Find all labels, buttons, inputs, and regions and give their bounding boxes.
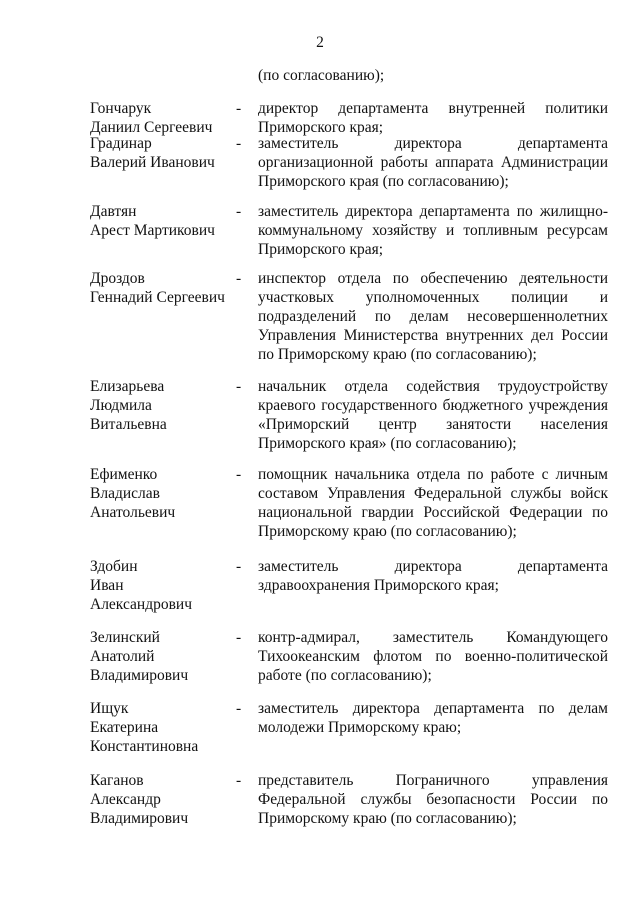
separator-dash: - bbox=[236, 558, 242, 575]
member-name-line: Константиновна bbox=[90, 738, 199, 755]
member-name-line: Здобин bbox=[90, 558, 138, 575]
separator-dash: - bbox=[236, 203, 242, 220]
separator-dash: - bbox=[236, 270, 242, 287]
member-name-line: Арест Мартикович bbox=[90, 222, 215, 239]
member-name bbox=[90, 771, 240, 828]
member-role: начальник отдела содействия трудоустройству краевого государственного бюджетного учреждения «Приморский центр занятости населения Приморского края» (по согласованию); bbox=[258, 378, 608, 452]
member-name-line: Витальевна bbox=[90, 416, 167, 433]
separator-dash: - bbox=[236, 378, 242, 395]
member-name-line: Дроздов bbox=[90, 270, 145, 287]
separator-dash: - bbox=[236, 700, 242, 717]
separator-dash: - bbox=[236, 100, 242, 117]
member-name bbox=[90, 134, 240, 172]
member-name-line: Анатолий bbox=[90, 648, 155, 665]
member-name-line: Геннадий Сергеевич bbox=[90, 289, 225, 306]
member-name-line: Елизарьева bbox=[90, 378, 165, 395]
member-name-line: Иван bbox=[90, 577, 124, 594]
member-name-line: Александр bbox=[90, 791, 161, 808]
member-role: директор департамента внутренней политики Приморского края; bbox=[258, 100, 608, 136]
member-name-line: Зелинский bbox=[90, 629, 160, 646]
page-number: 2 bbox=[316, 34, 324, 51]
member-name-line: Давтян bbox=[90, 203, 137, 220]
member-name-line: Градинар bbox=[90, 135, 152, 152]
member-name-line: Каганов bbox=[90, 772, 144, 789]
member-name bbox=[90, 557, 240, 614]
member-name bbox=[90, 269, 240, 307]
separator-dash: - bbox=[236, 135, 242, 152]
member-name-line: Александрович bbox=[90, 596, 192, 613]
member-name-line: Владислав bbox=[90, 485, 160, 502]
member-name-line: Владимирович bbox=[90, 667, 189, 684]
member-name bbox=[90, 377, 240, 434]
member-role: заместитель директора департамента по делам молодежи Приморскому краю; bbox=[258, 700, 608, 736]
member-role: заместитель директора департамента организационной работы аппарата Администрации Приморского края (по согласованию); bbox=[258, 135, 608, 190]
member-name bbox=[90, 699, 240, 756]
member-name-line: Ищук bbox=[90, 700, 129, 717]
member-name bbox=[90, 202, 240, 240]
member-role: заместитель директора департамента здравоохранения Приморского края; bbox=[258, 558, 608, 594]
member-role: заместитель директора департамента по жилищно-коммунальному хозяйству и топливным ресурсам Приморского края; bbox=[258, 203, 608, 258]
member-name bbox=[90, 99, 240, 137]
member-name-line: Анатольевич bbox=[90, 504, 176, 521]
separator-dash: - bbox=[236, 466, 242, 483]
carry-over-text: (по согласованию); bbox=[258, 67, 385, 84]
separator-dash: - bbox=[236, 629, 242, 646]
member-name-line: Владимирович bbox=[90, 810, 189, 827]
member-role: инспектор отдела по обеспечению деятельности участковых уполномоченных полиции и подразделений по делам несовершеннолетних Управления Министерства внутренних дел России по Приморскому краю (по согласованию); bbox=[258, 270, 608, 363]
member-name bbox=[90, 465, 240, 522]
member-role: контр-адмирал, заместитель Командующего Тихоокеанским флотом по военно-политической работе (по согласованию); bbox=[258, 629, 608, 684]
member-name-line: Екатерина bbox=[90, 719, 159, 736]
member-name-line: Валерий Иванович bbox=[90, 154, 215, 171]
member-name bbox=[90, 628, 240, 685]
member-name-line: Людмила bbox=[90, 397, 152, 414]
member-name-line: Даниил Сергеевич bbox=[90, 119, 213, 136]
member-role: представитель Пограничного управления Федеральной службы безопасности России по Приморскому краю (по согласованию); bbox=[258, 772, 608, 827]
member-role: помощник начальника отдела по работе с личным составом Управления Федеральной службы войск национальной гвардии Российской Федерации по Приморскому краю (по согласованию); bbox=[258, 466, 608, 540]
separator-dash: - bbox=[236, 772, 242, 789]
member-name-line: Ефименко bbox=[90, 466, 158, 483]
member-name-line: Гончарук bbox=[90, 100, 152, 117]
